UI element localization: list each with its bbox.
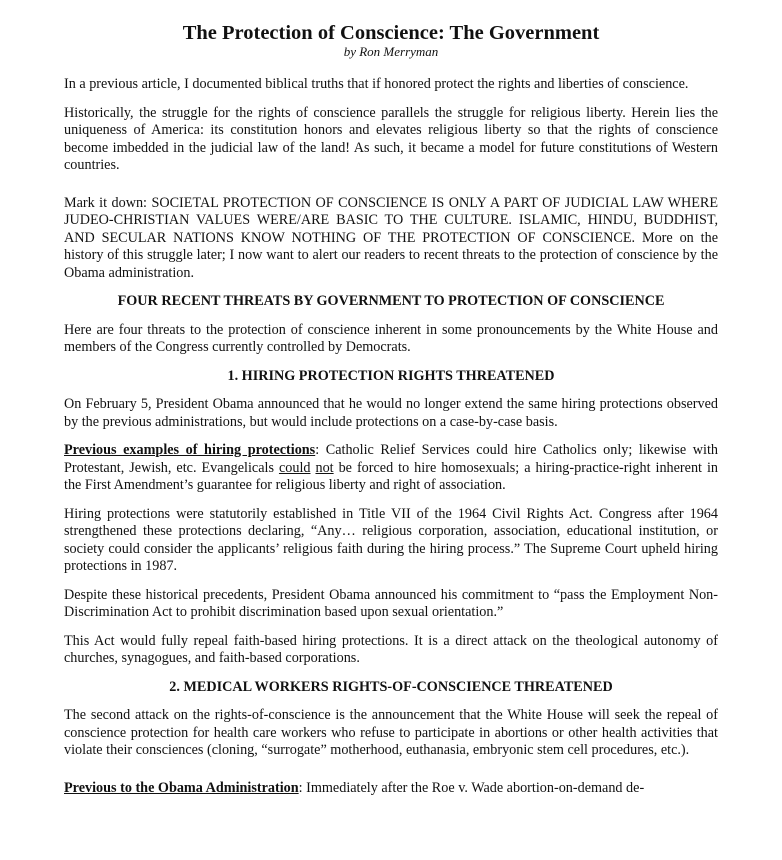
paragraph: This Act would fully repeal faith-based hiring protections. It is a direct attack on the theological autonomy of churches, synagogues, and faith-based corporations. [64,632,718,666]
paragraph: Hiring protections were statutorily established in Title VII of the 1964 Civil Rights Act. Congress after 1964 strengthened these protections declaring, “Any… religious corporation, association, educational institution, or society could consider the applicants’ religious faith during the hiring process.” The Supreme Court upheld hiring protections in 1987. [64,505,718,574]
paragraph: Historically, the struggle for the rights of conscience parallels the struggle for religious liberty. Herein lies the uniqueness of America: its constitution honors and elevates religious liberty so that the rights of conscience become imbedded in the judicial law of the land! As such, it became a model for future constitutions of Western countries. [64,104,718,173]
author-byline: by Ron Merryman [343,44,439,59]
text-run: be forced to hire homosexuals; a hiring-practice-right inherent in the First Amendment’s guarantee for religious liberty and right of association. [64,459,718,493]
underlined-word: could [278,459,311,476]
underlined-word: not [315,459,334,476]
paragraph: Mark it down: SOCIETAL PROTECTION OF CONSCIENCE IS ONLY A PART OF JUDICIAL LAW WHERE JUDEO-CHRISTIAN VALUES WERE/ARE BASIC TO THE CULTURE. ISLAMIC, HINDU, BUDDHIST, AND SECULAR NATIONS KNOW NOTHING OF THE PROTECTION OF CONSCIENCE. More on the history of this struggle later; I now want to alert our readers to recent threats to the protection of conscience by the Obama administration. [64,194,718,281]
section-heading-2: 2. MEDICAL WORKERS RIGHTS-OF-CONSCIENCE THREATENED [169,678,613,695]
paragraph [64,780,718,798]
paragraph [64,442,718,495]
paragraph: Despite these historical precedents, President Obama announced his commitment to “pass the Employment Non-Discrimination Act to prohibit discrimination based upon sexual orientation.” [64,586,718,620]
text-run: : Immediately after the Roe v. Wade abortion-on-demand de- [298,779,645,796]
document-title: The Protection of Conscience: The Government [182,22,600,44]
section-heading: FOUR RECENT THREATS BY GOVERNMENT TO PROTECTION OF CONSCIENCE [117,293,665,309]
paragraph: Here are four threats to the protection of conscience inherent in some pronouncements by the White House and members of the Congress currently controlled by Democrats. [64,321,718,355]
paragraph: On February 5, President Obama announced that he would no longer extend the same hiring protections observed by the previous administrations, but would include protections on a case-by-case basis. [64,396,718,430]
text-run: : Catholic Relief Services could hire Catholics only; likewise with Protestant, Jewish, etc. Evangelicals [64,442,719,476]
paragraph-lead: Previous to the Obama Administration [64,779,299,796]
paragraph-lead: Previous examples of hiring protections [64,442,316,458]
paragraph: In a previous article, I documented biblical truths that if honored protect the rights and liberties of conscience. [64,76,689,92]
paragraph: The second attack on the rights-of-conscience is the announcement that the White House will seek the repeal of conscience protection for health care workers who refuse to participate in abortions or other health activities that violate their consciences (cloning, “surrogate” motherhood, euthanasia, embryonic stem cell procedures, etc.). [64,707,718,758]
section-heading-1: 1. HIRING PROTECTION RIGHTS THREATENED [227,367,555,384]
